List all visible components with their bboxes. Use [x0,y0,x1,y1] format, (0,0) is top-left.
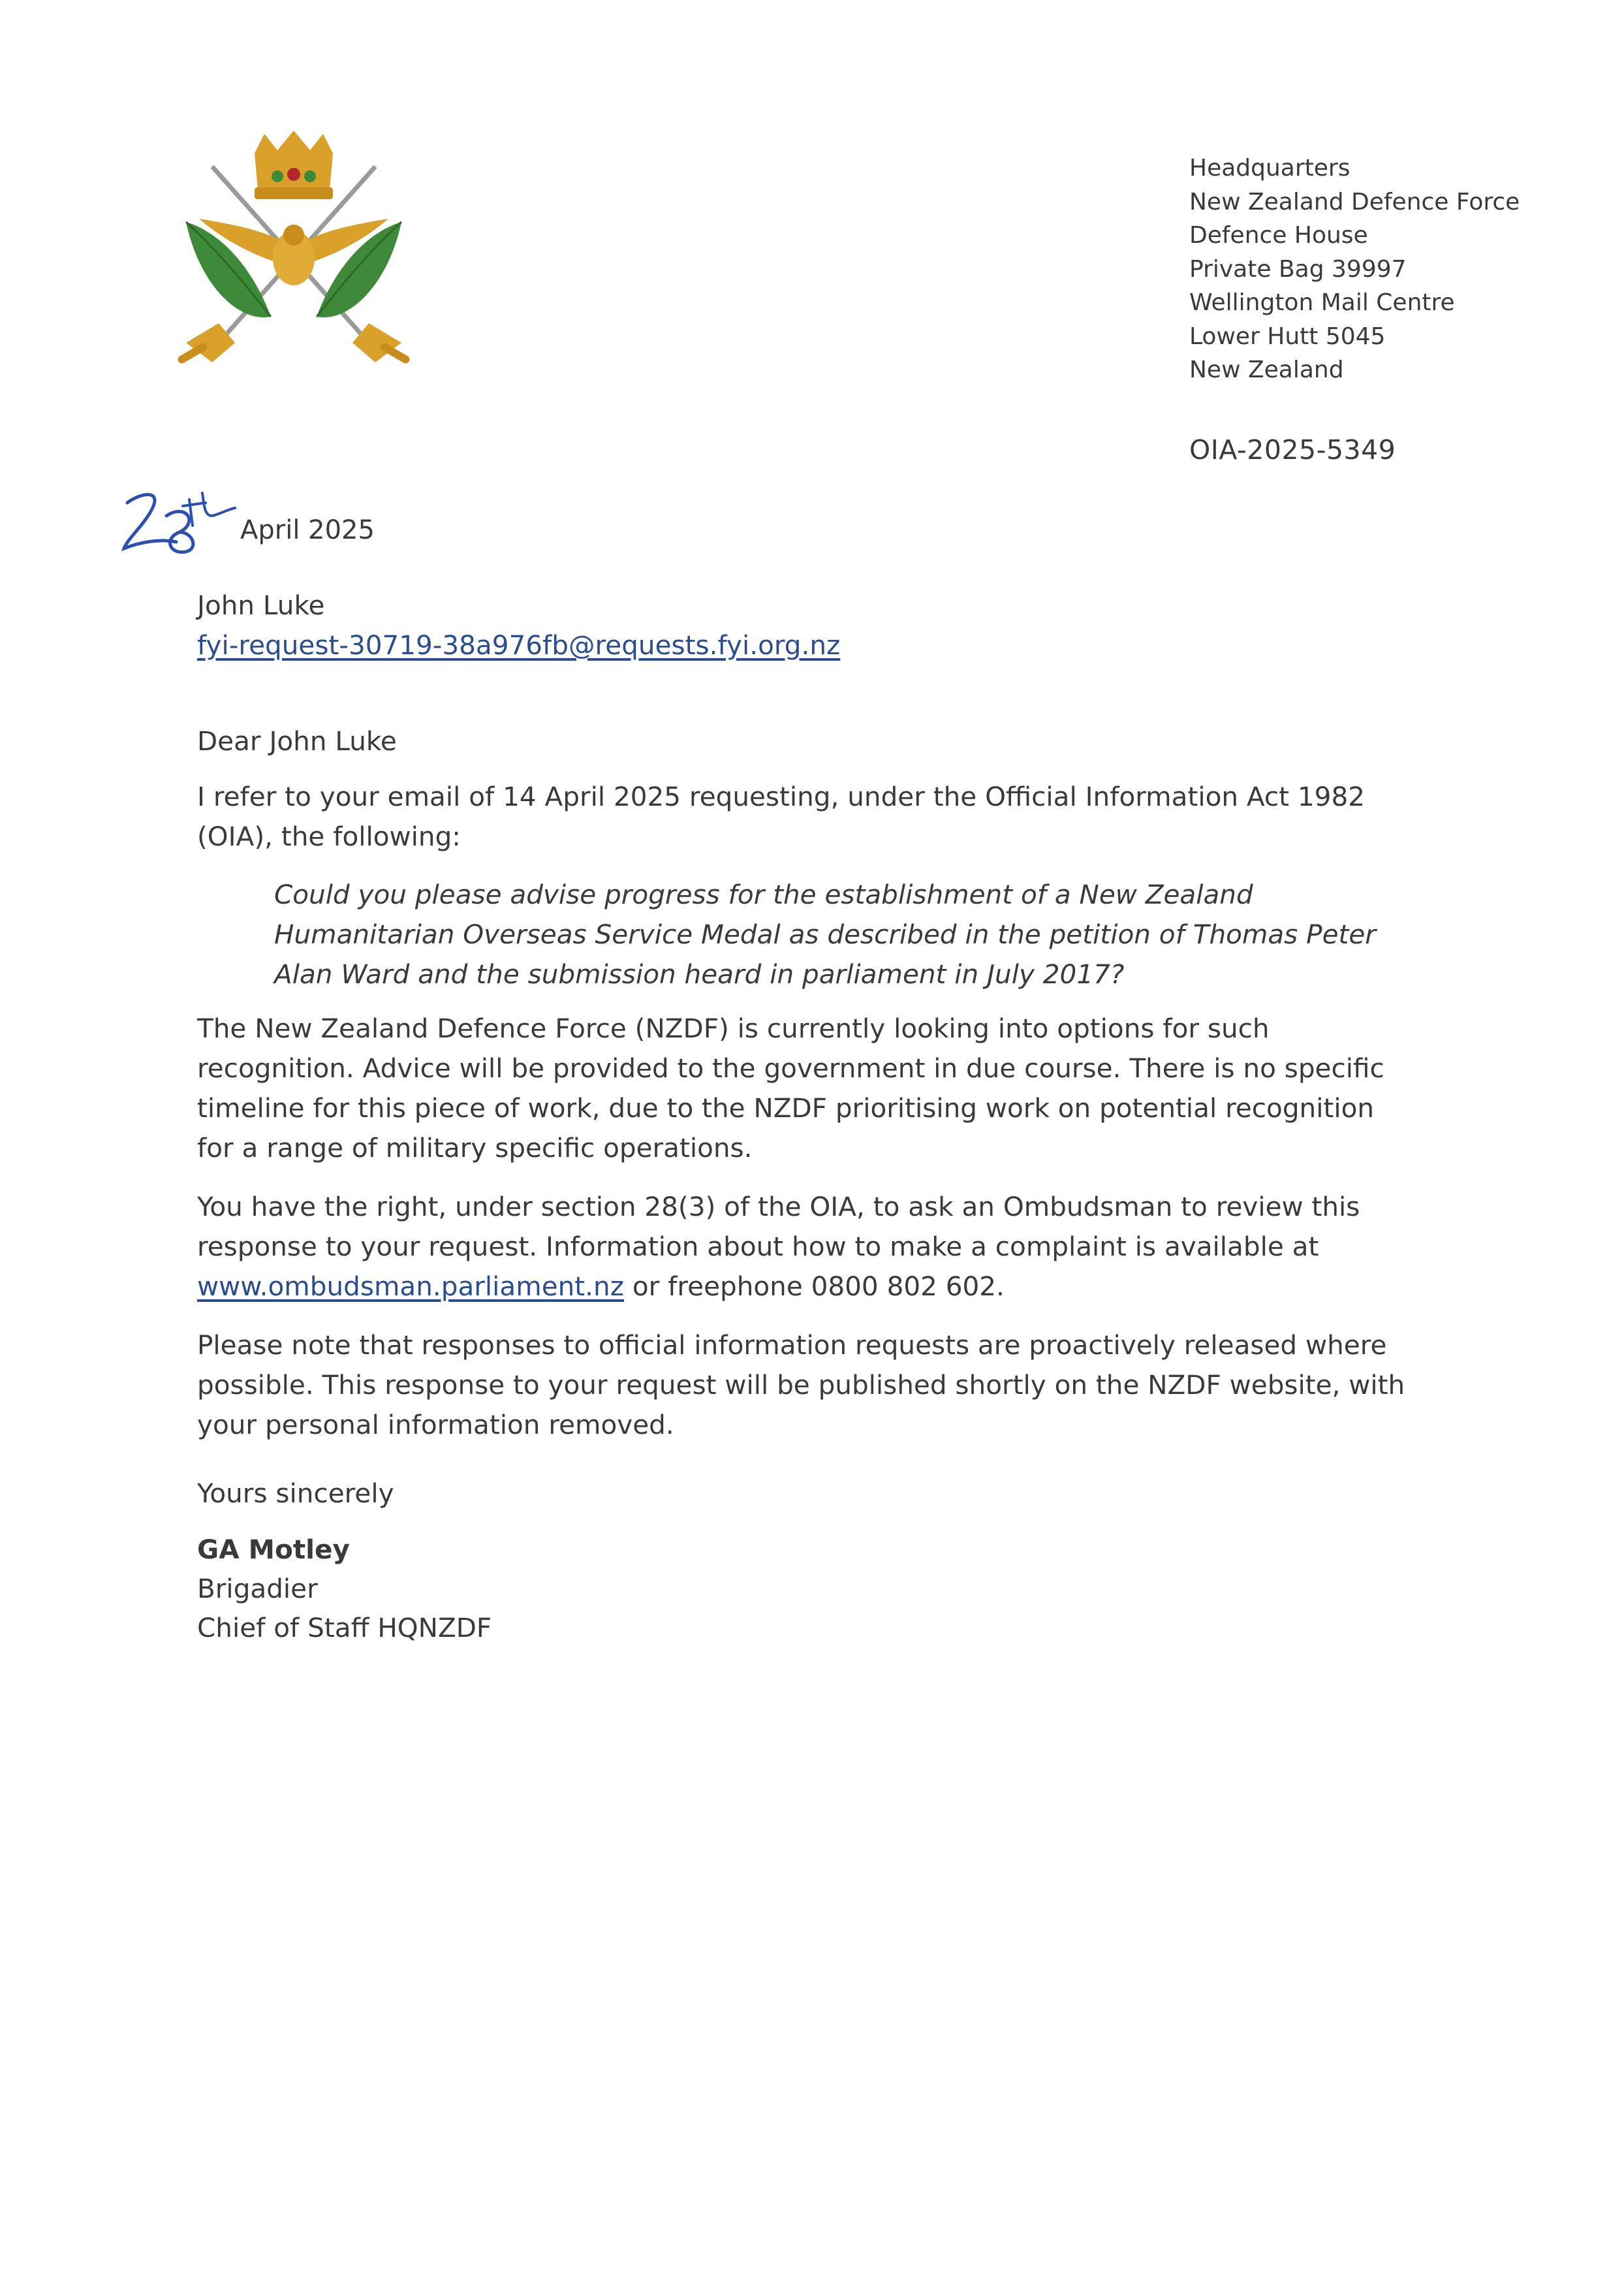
quote-line: Humanitarian Overseas Service Medal as described in the petition of Thomas Peter [274,919,1376,950]
recipient-email-link[interactable]: fyi-request-30719-38a976fb@requests.fyi.org.nz [197,629,841,661]
paragraph-response [197,1009,1437,1168]
signatory-rank: Brigadier [197,1573,318,1604]
quote-line: Could you please advise progress for the establishment of a New Zealand [274,879,1253,910]
quoted-request [274,875,1449,994]
address-line: Lower Hutt 5045 [1189,323,1386,350]
recipient-name: John Luke [197,590,325,621]
address-line: Wellington Mail Centre [1189,289,1455,316]
sender-address [1189,151,1520,387]
signatory-name: GA Motley [197,1534,350,1565]
paragraph-line: recognition. Advice will be provided to the government in due course. There is no specific [197,1053,1384,1084]
freephone-text: or freephone 0800 802 602. [623,1271,1005,1302]
reference-number: OIA-2025-5349 [1189,434,1396,466]
address-line: New Zealand [1189,356,1344,383]
paragraph-line: Please note that responses to official information requests are proactively released where [197,1329,1387,1361]
address-line: Headquarters [1189,155,1351,182]
paragraph-line: timeline for this piece of work, due to the NZDF prioritising work on potential recognition [197,1092,1375,1124]
letter-date: April 2025 [240,515,375,545]
signatory-title: Chief of Staff HQNZDF [197,1612,492,1643]
address-line: Private Bag 39997 [1189,255,1407,283]
paragraph-line: possible. This response to your request will be published shortly on the NZDF website, with [197,1369,1405,1401]
paragraph-line [197,1267,1437,1306]
paragraph-request [197,777,1437,857]
recipient-block [197,586,1437,665]
address-line: New Zealand Defence Force [1189,188,1520,215]
paragraph-line: (OIA), the following: [197,821,461,852]
paragraph-line: I refer to your email of 14 April 2025 requesting, under the Official Information Act 1982 [197,781,1365,812]
paragraph-release [197,1325,1437,1445]
ombudsman-link[interactable]: www.ombudsman.parliament.nz [197,1271,624,1302]
signature-block [197,1530,1437,1647]
paragraph-line: The New Zealand Defence Force (NZDF) is currently looking into options for such [197,1013,1270,1044]
paragraph-line: for a range of military specific operations. [197,1132,753,1163]
paragraph-line: response to your request. Information about how to make a complaint is available at [197,1231,1319,1262]
paragraph-line: your personal information removed. [197,1409,674,1440]
closing: Yours sincerely [197,1478,394,1509]
paragraph-ombudsman [197,1187,1437,1306]
handwritten-day-signature [114,477,238,568]
salutation: Dear John Luke [197,725,397,757]
quote-line: Alan Ward and the submission heard in parliament in July 2017? [274,958,1125,990]
address-line: Defence House [1189,222,1368,249]
nzdf-crest-icon [173,127,414,375]
paragraph-line: You have the right, under section 28(3) of the OIA, to ask an Ombudsman to review this [197,1191,1360,1222]
